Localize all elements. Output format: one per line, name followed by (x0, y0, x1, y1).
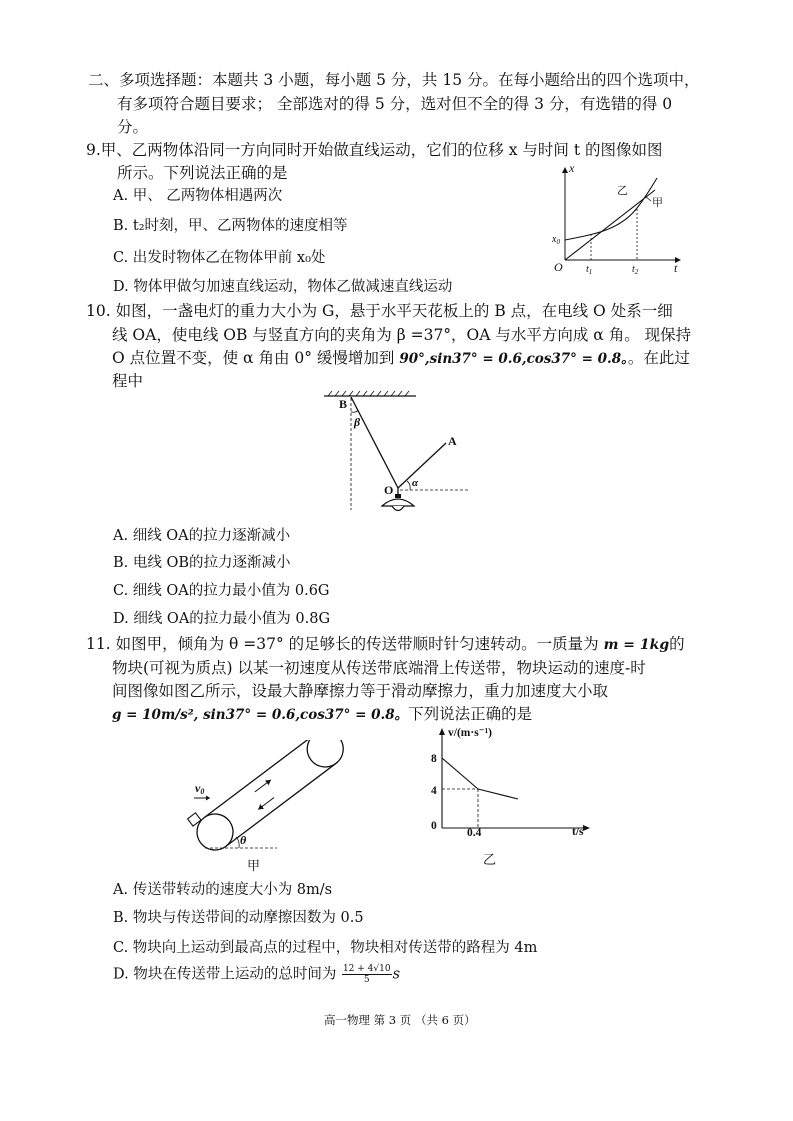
section-line-3: 分。 (117, 118, 149, 136)
q10-alpha-arc (407, 481, 410, 490)
q11-arrow-down-head (256, 804, 264, 812)
q10-lamp-figure (318, 388, 478, 520)
q11-option-d: D. 物块在传送带上运动的总时间为 $\frac{12 + 4√10}{5}$ s (113, 964, 401, 985)
q11-stem-1: 11. 如图甲，倾角为 θ =37° 的足够长的传送带顺时针匀速转动。一质量为 m = 1kg的 (86, 635, 685, 653)
q11-figure-jia (185, 740, 345, 875)
q9-t2-label: $t_2$ (632, 264, 639, 276)
q9-curve-yi (565, 178, 657, 240)
q11-arrow-up-head (265, 777, 273, 785)
section-line-1: 二、多项选择题：本题共 3 小题，每小题 5 分，共 15 分。在每小题给出的四个选项中， (88, 71, 700, 89)
page-footer: 高一物理 第 3 页 （共 6 页） (324, 1013, 476, 1027)
q9-t1-label: $t_1$ (586, 264, 593, 276)
q9-y-label: x (569, 161, 575, 175)
q11-stem-4: g = 10m/s², sin37° = 0.6,cos37° = 0.8。下列说法正确的是 (112, 705, 533, 723)
q11-vt-x-label: t/s (572, 826, 584, 838)
q11-caption-yi: 乙 (483, 852, 497, 867)
q9-jia-leader (645, 196, 651, 201)
q11-stem-2: 物块(可视为质点) 以某一初速度从传送带底端滑上传送带，物块运动的速度-时 (112, 659, 646, 677)
q10-stem-1: 10. 如图，一盏电灯的重力大小为 G，悬于水平天花板上的 B 点，在电线 O 处系一细 (86, 302, 673, 320)
q11-vt-segment-1 (442, 758, 478, 789)
q11-option-c: C. 物块向上运动到最高点的过程中，物块相对传送带的路程为 4m (113, 940, 538, 956)
q9-stem-1: 9.甲、乙两物体沿同一方向同时开始做直线运动，它们的位移 x 与时间 t 的图像如图 (86, 141, 663, 159)
q11-v0-arrow-head (206, 796, 210, 801)
q9-stem-2: 所示。下列说法正确的是 (117, 164, 288, 182)
q11-belt-top (204, 740, 314, 818)
q11-vt-tick-04: 0.4 (467, 827, 482, 839)
q9-xt-graph (545, 160, 690, 278)
q10-lamp-bulb (392, 506, 404, 511)
q11-figure-yi (428, 722, 603, 872)
q9-option-b: B. t₂时刻，甲、乙两物体的速度相等 (113, 218, 348, 234)
q10-label-alpha: α (412, 477, 419, 489)
q10-stem-4: 程中 (112, 372, 144, 390)
q11-vt-tick-4: 4 (431, 785, 437, 797)
q9-option-a: A. 甲、 乙两物体相遇两次 (113, 188, 283, 204)
q11-option-d-fraction: $\frac{12 + 4√10}{5}$ (342, 964, 391, 985)
q10-option-a: A. 细线 OA的拉力逐渐减小 (113, 528, 291, 544)
q10-lamp-socket (395, 494, 401, 498)
q11-vt-x-arrow (583, 825, 590, 831)
q10-option-b: B. 电线 OB的拉力逐渐减小 (113, 555, 291, 571)
q10-option-c: C. 细线 OA的拉力最小值为 0.6G (113, 583, 330, 599)
q10-stem-2: 线 OA，使电线 OB 与竖直方向的夹角为 β =37°，OA 与水平方向成 α 角。 现保持 (112, 326, 692, 344)
q9-option-d: D. 物体甲做匀加速直线运动，物体乙做减速直线运动 (113, 279, 453, 295)
q9-x0-label: $x_0$ (552, 234, 560, 246)
q11-caption-jia: 甲 (247, 858, 261, 873)
q11-option-b: B. 物块与传送带间的动摩擦因数为 0.5 (113, 910, 364, 926)
q11-vt-y-arrow (439, 728, 445, 735)
q10-label-a: A (448, 434, 457, 448)
q11-option-a: A. 传送带转动的速度大小为 8m/s (113, 882, 333, 898)
section-line-2: 有多项符合题目要求； 全部选对的得 5 分，选对但不全的得 3 分，有选错的得 0 (117, 95, 673, 113)
q10-label-o: O (384, 483, 394, 497)
q11-theta-label: θ (240, 833, 247, 847)
q10-stem-3: O 点位置不变，使 α 角由 0° 缓慢增加到 90°,sin37° = 0.6,cos37° = 0.8。。在此过 (112, 349, 690, 367)
q9-label-yi: 乙 (617, 185, 628, 197)
q10-beta-arc (351, 410, 358, 412)
q10-string-oa (398, 443, 446, 488)
q9-option-c: C. 出发时物体乙在物体甲前 x₀处 (113, 250, 326, 266)
q11-vt-tick-0: 0 (431, 820, 437, 832)
q9-x-label: t (674, 261, 678, 275)
q10-wire-ob (351, 397, 398, 488)
q10-label-b: B (339, 397, 348, 411)
q11-top-roller (300, 740, 345, 774)
q11-vt-segment-2 (478, 789, 518, 799)
q9-label-jia: 甲 (652, 197, 663, 209)
q9-origin-label: O (554, 260, 563, 274)
q10-option-d: D. 细线 OA的拉力最小值为 0.8G (113, 611, 331, 627)
q11-vt-tick-8: 8 (431, 753, 437, 765)
q11-v0-label: v0 (195, 781, 205, 796)
q10-label-beta: β (354, 415, 361, 429)
q11-stem-3: 间图像如图乙所示，设最大静摩擦力等于滑动摩擦力，重力加速度大小取 (112, 682, 609, 700)
q10-lamp-shade (382, 499, 414, 506)
q10-ceiling-hatch (328, 391, 409, 396)
q11-vt-y-label: v/(m·s⁻¹) (448, 727, 493, 739)
q9-line-jia (565, 190, 655, 260)
